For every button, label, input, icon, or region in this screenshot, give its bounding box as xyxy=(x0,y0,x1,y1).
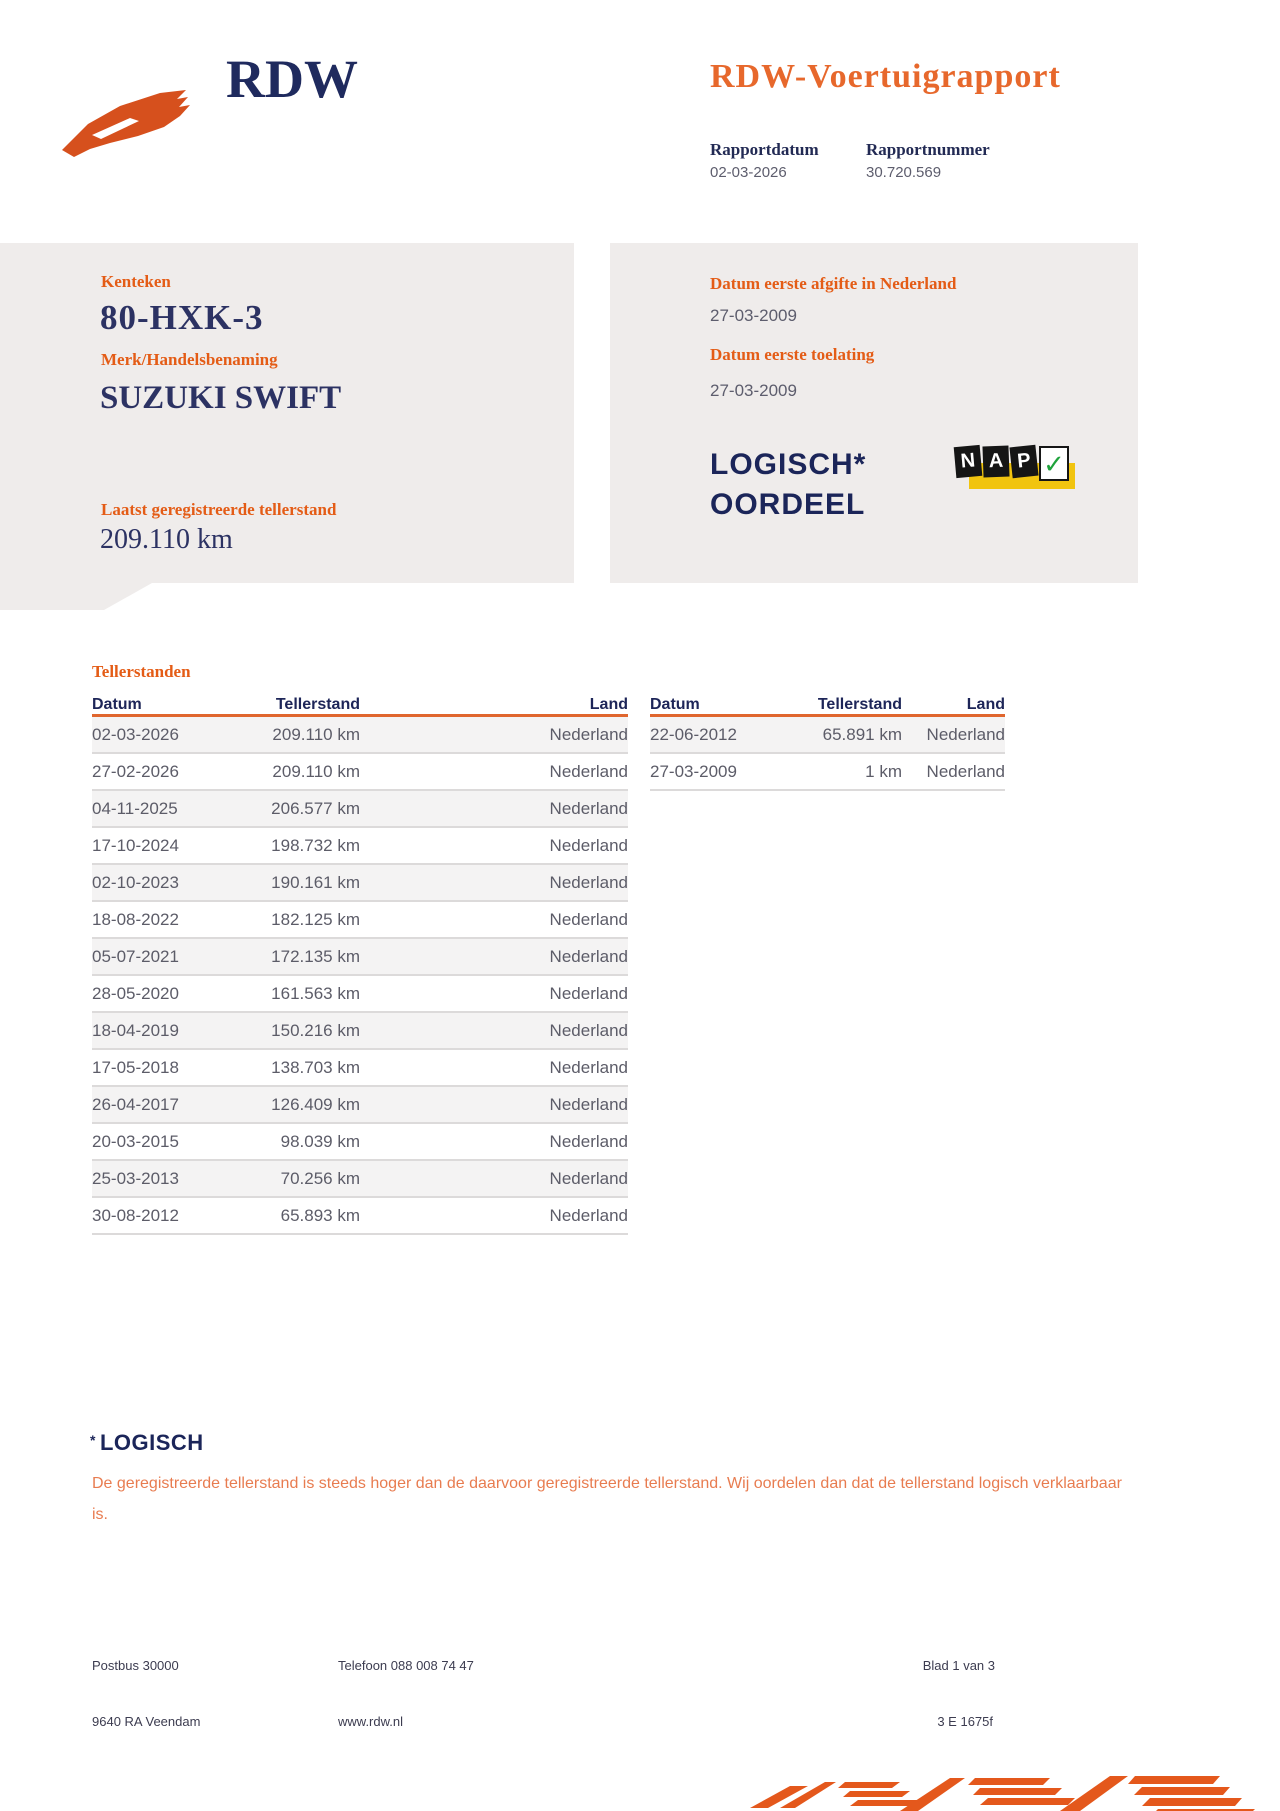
col-header-datum: Datum xyxy=(650,696,700,713)
cell-datum: 26-04-2017 xyxy=(92,1094,179,1114)
col-header-tellerstand: Tellerstand xyxy=(817,696,902,713)
tellerstanden-title: Tellerstanden xyxy=(92,662,191,681)
cell-land: Nederland xyxy=(549,798,628,818)
rdw-logo-swoosh-icon xyxy=(60,80,210,160)
cell-datum: 28-05-2020 xyxy=(92,983,179,1003)
cell-tellerstand: 182.125 km xyxy=(271,909,360,929)
report-date-label: Rapportdatum xyxy=(710,140,819,159)
nap-logo xyxy=(953,441,1077,495)
oordeel-line2: OORDEEL xyxy=(710,488,866,521)
vehicle-panel xyxy=(0,243,574,610)
table-row xyxy=(92,1124,628,1161)
cell-datum: 22-06-2012 xyxy=(650,724,737,744)
cell-tellerstand: 138.703 km xyxy=(271,1057,360,1077)
cell-tellerstand: 70.256 km xyxy=(280,1168,360,1188)
cell-tellerstand: 98.039 km xyxy=(280,1131,360,1151)
cell-land: Nederland xyxy=(549,946,628,966)
table-row xyxy=(92,902,628,939)
toelating-label: Datum eerste toelating xyxy=(710,345,875,364)
footer-phone: Telefoon 088 008 74 47 xyxy=(338,1658,474,1673)
left-table-body xyxy=(92,717,628,1235)
cell-datum: 02-03-2026 xyxy=(92,724,179,744)
logisch-explanation: De geregistreerde tellerstand is steeds hoger dan de daarvoor geregistreerde tellerstand. Wij oordelen dan dat de tellerstand logisch verklaarbaar is. xyxy=(92,1475,1122,1523)
tellerstanden-table-left xyxy=(92,688,628,1235)
report-date-value: 02-03-2026 xyxy=(710,164,787,181)
dates-panel xyxy=(610,243,1138,583)
nap-tile-p: P xyxy=(1009,445,1038,479)
table-row xyxy=(650,754,1005,791)
cell-datum: 05-07-2021 xyxy=(92,946,179,966)
nap-tile-a: A xyxy=(982,446,1009,478)
cell-land: Nederland xyxy=(549,1094,628,1114)
page-title: RDW-Voertuigrapport xyxy=(710,58,1061,95)
toelating-value: 27-03-2009 xyxy=(710,381,797,400)
cell-land: Nederland xyxy=(549,761,628,781)
table-row xyxy=(650,717,1005,754)
tellerstanden-table-right xyxy=(650,688,1005,791)
table-row xyxy=(92,1198,628,1235)
cell-datum: 04-11-2025 xyxy=(92,798,178,818)
footer-address-line2: 9640 RA Veendam xyxy=(92,1714,201,1729)
cell-datum: 18-08-2022 xyxy=(92,909,179,929)
cell-datum: 17-05-2018 xyxy=(92,1057,179,1077)
cell-tellerstand: 172.135 km xyxy=(271,946,360,966)
cell-land: Nederland xyxy=(549,835,628,855)
footer-address-line1: Postbus 30000 xyxy=(92,1658,179,1673)
cell-tellerstand: 198.732 km xyxy=(271,835,360,855)
footer-form-code: 3 E 1675f xyxy=(937,1714,993,1729)
col-header-land: Land xyxy=(589,696,628,713)
kenteken-label: Kenteken xyxy=(101,272,171,291)
cell-land: Nederland xyxy=(549,909,628,929)
rdw-logo-wordmark: RDW xyxy=(226,49,358,109)
cell-datum: 02-10-2023 xyxy=(92,872,179,892)
cell-datum: 17-10-2024 xyxy=(92,835,179,855)
logisch-heading xyxy=(90,1430,204,1456)
kenteken-value: 80-HXK-3 xyxy=(100,298,264,337)
report-number-label: Rapportnummer xyxy=(866,140,990,159)
cell-land: Nederland xyxy=(549,1057,628,1077)
cell-tellerstand: 126.409 km xyxy=(271,1094,360,1114)
nap-tile-n: N xyxy=(954,445,983,478)
table-row xyxy=(92,1161,628,1198)
cell-land: Nederland xyxy=(549,872,628,892)
cell-tellerstand: 209.110 km xyxy=(272,761,360,781)
cell-land: Nederland xyxy=(549,1131,628,1151)
merk-label: Merk/Handelsbenaming xyxy=(101,350,278,369)
table-row xyxy=(92,1050,628,1087)
footer-website: www.rdw.nl xyxy=(338,1714,404,1729)
report-number-value: 30.720.569 xyxy=(866,164,942,181)
cell-datum: 27-03-2009 xyxy=(650,761,737,781)
cell-land: Nederland xyxy=(926,761,1005,781)
afgifte-label: Datum eerste afgifte in Nederland xyxy=(710,274,957,293)
merk-value: SUZUKI SWIFT xyxy=(100,380,342,416)
cell-land: Nederland xyxy=(549,1020,628,1040)
table-row xyxy=(92,717,628,754)
nap-check-icon: ✓ xyxy=(1039,446,1069,481)
cell-tellerstand: 206.577 km xyxy=(271,798,360,818)
cell-tellerstand: 65.891 km xyxy=(822,724,902,744)
laatste-tellerstand-value: 209.110 km xyxy=(100,524,233,555)
table-row xyxy=(92,791,628,828)
table-row xyxy=(92,865,628,902)
laatste-tellerstand-label: Laatst geregistreerde tellerstand xyxy=(101,500,337,519)
cell-land: Nederland xyxy=(926,724,1005,744)
right-table-body xyxy=(650,717,1005,791)
cell-tellerstand: 65.893 km xyxy=(280,1205,360,1225)
cell-tellerstand: 209.110 km xyxy=(272,724,360,744)
cell-datum: 25-03-2013 xyxy=(92,1168,179,1188)
cell-tellerstand: 150.216 km xyxy=(271,1020,360,1040)
table-row xyxy=(92,754,628,791)
bottom-decoration-swoosh xyxy=(750,1768,1260,1811)
table-row xyxy=(92,1013,628,1050)
cell-datum: 30-08-2012 xyxy=(92,1205,179,1225)
cell-land: Nederland xyxy=(549,1205,628,1225)
cell-datum: 27-02-2026 xyxy=(92,761,179,781)
asterisk: * xyxy=(90,1432,96,1448)
cell-tellerstand: 161.563 km xyxy=(271,983,360,1003)
cell-land: Nederland xyxy=(549,1168,628,1188)
logisch-heading-text: LOGISCH xyxy=(99,1430,204,1455)
cell-land: Nederland xyxy=(549,983,628,1003)
table-header-row xyxy=(650,688,1005,717)
footer-page-number: Blad 1 van 3 xyxy=(922,1658,995,1673)
table-row xyxy=(92,1087,628,1124)
table-row xyxy=(92,939,628,976)
oordeel-line1: LOGISCH* xyxy=(710,448,867,481)
cell-land: Nederland xyxy=(549,724,628,744)
col-header-tellerstand: Tellerstand xyxy=(275,696,360,713)
table-header-row xyxy=(92,688,628,717)
cell-tellerstand: 1 km xyxy=(865,761,902,781)
table-row xyxy=(92,828,628,865)
col-header-land: Land xyxy=(966,696,1005,713)
cell-datum: 18-04-2019 xyxy=(92,1020,179,1040)
cell-tellerstand: 190.161 km xyxy=(271,872,360,892)
col-header-datum: Datum xyxy=(92,696,142,713)
cell-datum: 20-03-2015 xyxy=(92,1131,179,1151)
afgifte-value: 27-03-2009 xyxy=(710,306,797,325)
table-row xyxy=(92,976,628,1013)
